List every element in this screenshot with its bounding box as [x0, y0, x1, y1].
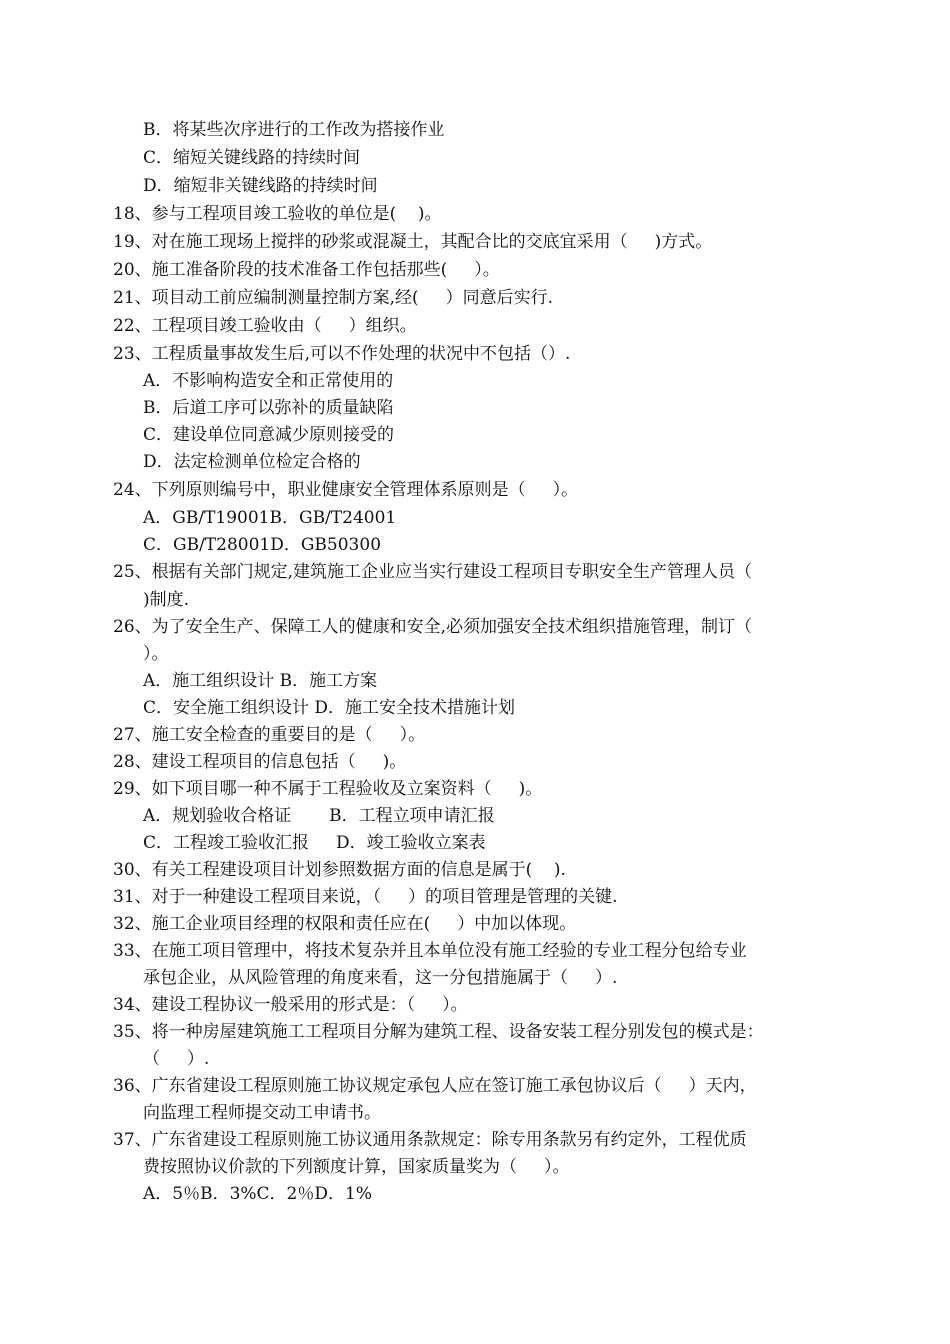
question-line: 35、将一种房屋建筑施工工程项目分解为建筑工程、设备安装工程分别发包的模式是：: [113, 1022, 764, 1042]
question-line: 18、参与工程项目竣工验收的单位是( )。: [113, 204, 442, 224]
question-line: 19、对在施工现场上搅拌的砂浆或混凝土，其配合比的交底宜采用（ )方式。: [113, 232, 713, 252]
option-line: A．5％B．3%C．2％D．1%: [143, 1184, 372, 1204]
option-line: A．不影响构造安全和正常使用的: [143, 371, 394, 391]
question-continuation: 向监理工程师提交动工申请书。: [143, 1103, 381, 1123]
option-line: A．施工组织设计 B．施工方案: [143, 671, 378, 691]
question-line: 24、下列原则编号中，职业健康安全管理体系原则是（ ）。: [113, 480, 579, 500]
question-line: 20、施工准备阶段的技术准备工作包括那些( ）。: [113, 260, 500, 280]
question-line: 32、施工企业项目经理的权限和责任应在( ）中加以体现。: [113, 914, 577, 934]
option-line: A．规划验收合格证 B．工程立项申请汇报: [143, 806, 495, 826]
option-line: A．GB/T19001B．GB/T24001: [143, 508, 397, 528]
option-line: D．法定检测单位检定合格的: [143, 452, 361, 472]
question-line: 33、在施工项目管理中，将技术复杂并且本单位没有施工经验的专业工程分包给专业: [113, 941, 747, 961]
question-line: 37、广东省建设工程原则施工协议通用条款规定：除专用条款另有约定外，工程优质: [113, 1130, 747, 1150]
option-line: C．建设单位同意减少原则接受的: [143, 425, 395, 445]
option-line: C．工程竣工验收汇报 D．竣工验收立案表: [143, 833, 486, 853]
question-continuation: 承包企业，从风险管理的角度来看，这一分包措施属于（ ）.: [143, 968, 618, 988]
question-line: 27、施工安全检查的重要目的是（ ）。: [113, 725, 426, 745]
question-continuation: （ ）.: [143, 1049, 210, 1069]
option-line: B．将某些次序进行的工作改为搭接作业: [143, 120, 445, 140]
question-line: 36、广东省建设工程原则施工协议规定承包人应在签订施工承包协议后（ ）天内，: [113, 1076, 757, 1096]
question-line: 22、工程项目竣工验收由（ ）组织。: [113, 316, 417, 336]
question-line: 23、工程质量事故发生后,可以不作处理的状况中不包括（）.: [113, 344, 571, 364]
question-line: 26、为了安全生产、保障工人的健康和安全,必须加强安全技术组织措施管理，制订（: [113, 617, 753, 637]
option-line: C．缩短关键线路的持续时间: [143, 148, 361, 168]
question-line: 28、建设工程项目的信息包括（ )。: [113, 752, 407, 772]
option-line: C．GB/T28001D．GB50300: [143, 535, 382, 555]
question-continuation: )制度.: [143, 590, 190, 610]
question-line: 21、项目动工前应编制测量控制方案,经( ）同意后实行.: [113, 288, 554, 308]
option-line: C．安全施工组织设计 D．施工安全技术措施计划: [143, 698, 516, 718]
question-line: 31、对于一种建设工程项目来说，（ ）的项目管理是管理的关键.: [113, 887, 618, 907]
question-line: 25、根据有关部门规定,建筑施工企业应当实行建设工程项目专职安全生产管理人员（: [113, 562, 753, 582]
question-line: 34、建设工程协议一般采用的形式是：（ ）。: [113, 995, 468, 1015]
question-continuation: ）。: [143, 644, 169, 664]
option-line: B．后道工序可以弥补的质量缺陷: [143, 398, 394, 418]
question-line: 30、有关工程建设项目计划参照数据方面的信息是属于( ).: [113, 860, 566, 880]
question-line: 29、如下项目哪一种不属于工程验收及立案资料（ )。: [113, 779, 543, 799]
option-line: D．缩短非关键线路的持续时间: [143, 176, 378, 196]
question-continuation: 费按照协议价款的下列额度计算，国家质量奖为（ ）。: [143, 1157, 570, 1177]
